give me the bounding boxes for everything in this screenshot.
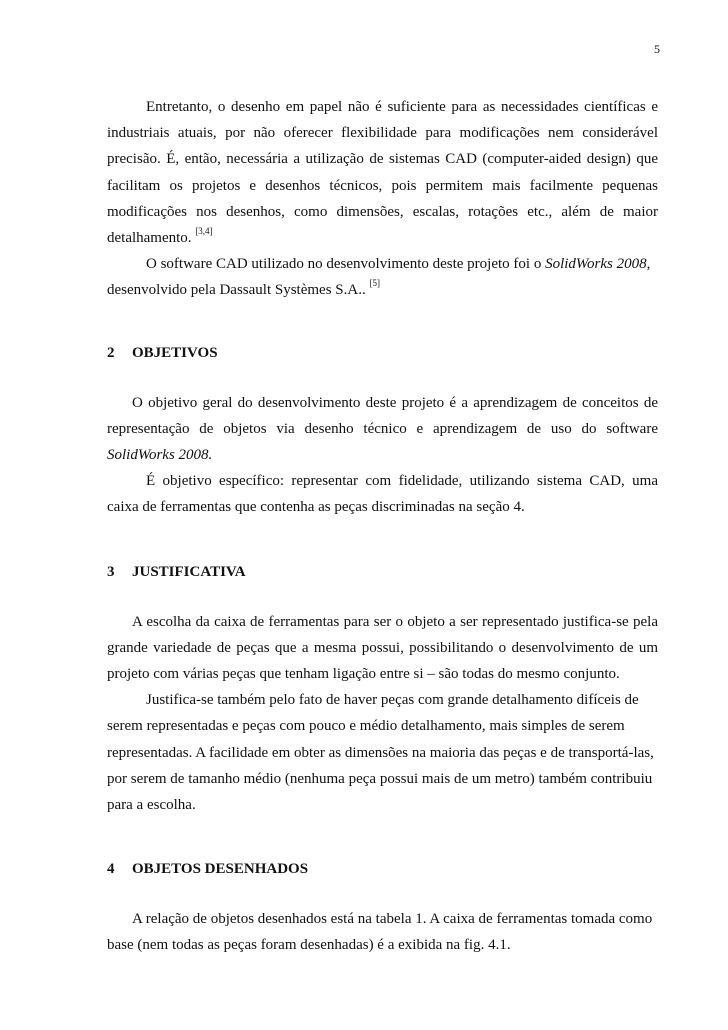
intro-paragraph-2: O software CAD utilizado no desenvolvimento deste projeto foi o SolidWorks 2008, desenvolvido pela Dassault Systèmes S.A.. [5]	[107, 256, 651, 299]
section-heading-objetivos: 2 OBJETIVOS	[107, 344, 218, 361]
page-number: 5	[654, 42, 660, 56]
objetivos-paragraph-1: O objetivo geral do desenvolvimento deste projeto é a aprendizagem de conceitos de representação de objetos via desenho técnico e aprendizagem de uso do software SolidWorks 2008.	[107, 394, 658, 464]
document-body	[107, 94, 658, 959]
intro-paragraph-1: Entretanto, o desenho em papel não é suficiente para as necessidades científicas e industriais atuais, por não oferecer flexibilidade para modificações nem considerável precisão. É, então, necessária a utilização de sistemas CAD (computer-aided design) que facilitam os projetos e desenhos técnicos, pois permitem mais facilmente pequenas modificações nos desenhos, como dimensões, escalas, rotações etc., além de maior detalhamento. [3,4]	[107, 99, 658, 247]
section-heading-objetos-desenhados: 4 OBJETOS DESENHADOS	[107, 861, 309, 878]
objetivos-paragraph-2: É objetivo específico: representar com fidelidade, utilizando sistema CAD, uma caixa de ferramentas que contenha as peças discriminadas na seção 4.	[107, 473, 658, 516]
section-heading-justificativa: 3 JUSTIFICATIVA	[107, 563, 246, 580]
citation: [3,4]	[195, 226, 213, 237]
justificativa-paragraph-1: A escolha da caixa de ferramentas para ser o objeto a ser representado justifica-se pela grande variedade de peças que a mesma possui, possibilitando o desenvolvimento de um projeto com várias peças que tenham ligação entre si – são todas do mesmo conjunto.	[107, 613, 658, 683]
justificativa-paragraph-2: Justifica-se também pelo fato de haver peças com grande detalhamento difíceis de serem representadas e peças com pouco e médio detalhamento, mais simples de serem representadas. A facilidade em obter as dimensões na maioria das peças e de transportá-las, por serem de tamanho médio (nenhuma peça possui mais de um metro) também contribuiu para a escolha.	[107, 692, 654, 814]
citation: [5]	[369, 278, 380, 289]
objetos-paragraph-1: A relação de objetos desenhados está na tabela 1. A caixa de ferramentas tomada como base (nem todas as peças foram desenhadas) é a exibida na fig. 4.1.	[107, 911, 653, 954]
